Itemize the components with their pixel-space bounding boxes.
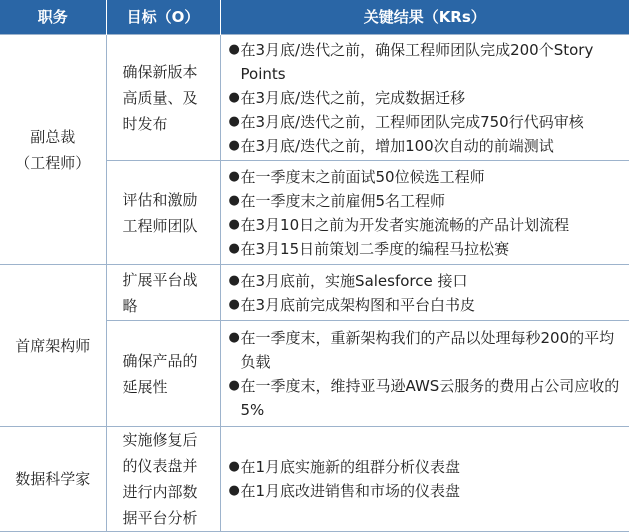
key-results-cell xyxy=(220,161,629,265)
role-label: 首席架构师 xyxy=(15,336,91,355)
table-row xyxy=(0,427,629,532)
header-krs: 关键结果（KRs） xyxy=(220,0,629,35)
objective-cell: 确保新版本高质量、及时发布 xyxy=(106,35,220,161)
key-result-text: 在3月15日前策划二季度的编程马拉松赛 xyxy=(240,239,510,258)
key-result-item xyxy=(229,479,622,503)
key-result-item xyxy=(229,189,622,213)
key-result-item xyxy=(229,269,622,293)
objective-cell: 实施修复后的仪表盘并进行内部数据平台分析 xyxy=(106,427,220,532)
header-row xyxy=(0,0,629,35)
role-label: 副总裁 xyxy=(30,127,76,146)
key-result-text: 在3月底/迭代之前，增加100次自动的前端测试 xyxy=(240,136,554,155)
objective-cell: 评估和激励工程师团队 xyxy=(106,161,220,265)
key-result-text: 在3月底/迭代之前，确保工程师团队完成200个Story Points xyxy=(240,40,594,83)
bullet-icon: ● xyxy=(228,192,240,208)
role-label: 数据科学家 xyxy=(15,470,91,488)
key-result-item xyxy=(229,455,622,479)
bullet-icon: ● xyxy=(228,483,240,498)
key-results-cell xyxy=(220,427,629,532)
key-result-text: 在3月10日之前为开发者实施流畅的产品计划流程 xyxy=(240,215,570,234)
role-label: （工程师） xyxy=(15,153,91,172)
key-result-text: 在一季度末之前雇佣5名工程师 xyxy=(240,191,446,210)
bullet-icon: ● xyxy=(228,329,240,345)
role-cell xyxy=(0,35,106,265)
table-row xyxy=(0,265,629,321)
key-result-item xyxy=(229,86,622,110)
role-cell xyxy=(0,265,106,427)
key-result-text: 在1月底改进销售和市场的仪表盘 xyxy=(240,482,461,500)
header-role: 职务 xyxy=(0,0,106,35)
key-results-cell xyxy=(220,35,629,161)
key-result-item xyxy=(229,38,622,86)
bullet-icon: ● xyxy=(228,296,240,312)
key-result-text: 在一季度末之前面试50位候选工程师 xyxy=(240,167,485,186)
key-result-item xyxy=(229,293,622,317)
bullet-icon: ● xyxy=(228,240,240,256)
key-result-text: 在一季度末，重新架构我们的产品以处理每秒200的平均负载 xyxy=(240,328,615,371)
bullet-icon: ● xyxy=(228,41,240,57)
key-result-item xyxy=(229,110,622,134)
key-result-item xyxy=(229,213,622,237)
key-result-text: 在3月底/迭代之前，完成数据迁移 xyxy=(240,88,466,107)
key-result-text: 在3月底前完成架构图和平台白书皮 xyxy=(240,295,476,314)
key-result-item xyxy=(229,134,622,158)
bullet-icon: ● xyxy=(228,168,240,184)
bullet-icon: ● xyxy=(228,216,240,232)
header-objective: 目标（O） xyxy=(106,0,220,35)
key-results-cell xyxy=(220,265,629,321)
role-cell xyxy=(0,427,106,532)
key-result-text: 在3月底/迭代之前，工程师团队完成750行代码审核 xyxy=(240,112,584,131)
key-result-item xyxy=(229,326,622,374)
objective-cell: 扩展平台战略 xyxy=(106,265,220,321)
key-result-text: 在一季度末，维持亚马逊AWS云服务的费用占公司应收的5% xyxy=(240,376,620,419)
bullet-icon: ● xyxy=(228,137,240,153)
objective-cell: 确保产品的延展性 xyxy=(106,321,220,427)
bullet-icon: ● xyxy=(228,113,240,129)
bullet-icon: ● xyxy=(228,272,240,288)
key-result-item xyxy=(229,165,622,189)
bullet-icon: ● xyxy=(228,459,240,474)
table-row xyxy=(0,35,629,161)
key-results-cell xyxy=(220,321,629,427)
bullet-icon: ● xyxy=(228,377,240,393)
key-result-item xyxy=(229,237,622,261)
bullet-icon: ● xyxy=(228,89,240,105)
key-result-text: 在3月底前，实施Salesforce 接口 xyxy=(240,271,468,290)
key-result-item xyxy=(229,374,622,422)
key-result-text: 在1月底实施新的组群分析仪表盘 xyxy=(240,458,461,476)
okr-table-body xyxy=(0,35,629,532)
